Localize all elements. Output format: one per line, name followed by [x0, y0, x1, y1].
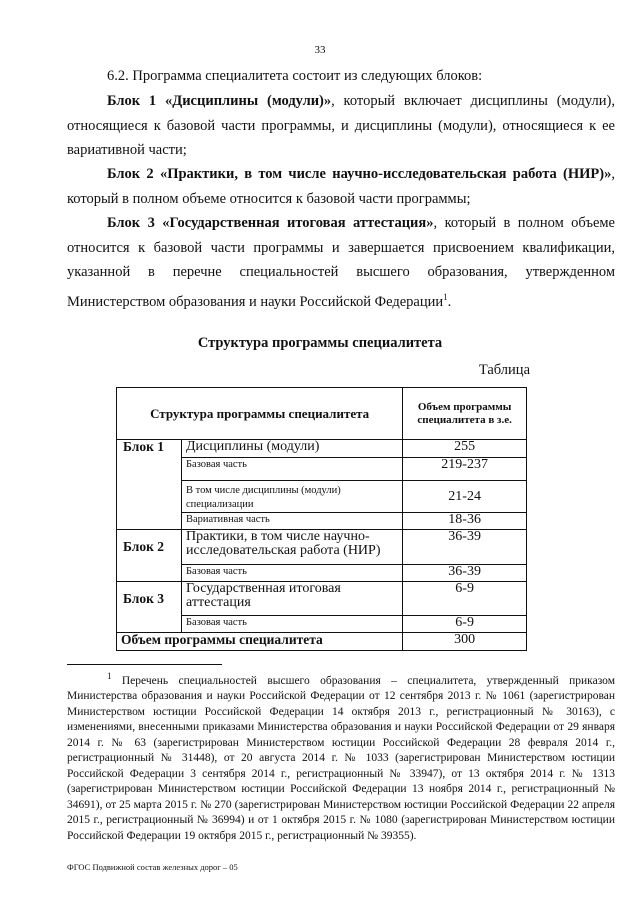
- block1-variable-value: 18-36: [403, 513, 527, 530]
- block3-name: Государственная итоговая аттестация: [182, 582, 403, 616]
- block2-base-value: 36-39: [403, 565, 527, 582]
- block1-name: Дисциплины (модули): [182, 440, 403, 458]
- page-number: 33: [314, 44, 326, 56]
- table-row: [117, 440, 527, 458]
- block1-specialization: В том числе дисциплины (модули) специализации: [182, 481, 403, 513]
- block2-title: Блок 2 «Практики, в том числе научно-исследовательская работа (НИР)»: [107, 166, 612, 182]
- block3-base-value: 6-9: [403, 616, 527, 633]
- footnote-text: Перечень специальностей высшего образования – специалитета, утвержденный приказом Министерства образования и науки Российской Федерации от 12 сентября 2013 г. № 1061 (зарегистрирован Министерством юстиции Российской Федерации 14 октября 2013 г., регистрационный № 30163), с изменениями, внесенными приказами Министерства образования и науки Российской Федерации от 29 января 2014 г. № 63 (зарегистрирован Министерством юстиции Российской Федерации 28 февраля 2014 г., регистрационный № 31448), от 20 августа 2014 г. № 1033 (зарегистрирован Министерством юстиции Российской Федерации 3 сентября 2014 г., регистрационный № 33947), от 13 октября 2014 г. № 1313 (зарегистрирован Министерством юстиции Российской Федерации 13 ноября 2014 г., регистрационный № 34691), от 25 марта 2015 г. № 270 (зарегистрирован Министерством юстиции Российской Федерации 22 апреля 2015 г., регистрационный № 36994) и от 1 октября 2015 г. № 1080 (зарегистрирован Министерством юстиции Российской Федерации 19 октября 2015 г., регистрационный № 39355).: [67, 674, 615, 842]
- header-volume: Объем программы специалитета в з.е.: [403, 388, 527, 440]
- page-footer: ФГОС Подвижной состав железных дорог – 05: [67, 862, 238, 872]
- block2-label: Блок 2: [117, 530, 182, 565]
- table-row: [117, 530, 527, 565]
- block1-title: Блок 1 «Дисциплины (модули)»: [107, 93, 332, 109]
- block1-text: , который включает дисциплины (модули), относящиеся к базовой части программы, и дисциплины (модули), относящиеся к ее вариативной части;: [67, 93, 615, 158]
- block1-base-value: 219-237: [403, 458, 527, 481]
- table-row: [117, 565, 527, 582]
- table-row: [117, 513, 527, 530]
- block2-paragraph: [67, 162, 615, 211]
- table-row: [117, 458, 527, 481]
- block2-total: 36-39: [403, 530, 527, 565]
- table-label: Таблица: [478, 362, 530, 378]
- block1-base: Базовая часть: [182, 458, 403, 481]
- table-header-row: [117, 388, 527, 440]
- block3-base: Базовая часть: [182, 616, 403, 633]
- block1-label: Блок 1: [117, 440, 182, 458]
- header-structure: Структура программы специалитета: [117, 388, 403, 440]
- block3-total: 6-9: [403, 582, 527, 616]
- table-row: [117, 481, 527, 513]
- table-heading: Структура программы специалитета: [197, 335, 443, 351]
- table-row: [117, 582, 527, 616]
- block1-variable: Вариативная часть: [182, 513, 403, 530]
- block2-name: Практики, в том числе научно-исследовательская работа (НИР): [182, 530, 403, 565]
- footnote: [67, 669, 615, 844]
- block1-total: 255: [403, 440, 527, 458]
- table-total-row: [117, 633, 527, 651]
- block1-specialization-value: 21-24: [403, 481, 527, 513]
- block3-paragraph: [67, 211, 615, 314]
- block3-text: , который в полном объеме относится к базовой части программы и завершается присвоением квалификации, указанной в перечне специальностей высшего образования, утвержденном Министерством образования и науки Российской Федерации: [67, 215, 615, 310]
- block1-paragraph: [67, 89, 615, 163]
- block3-label: Блок 3: [117, 582, 182, 616]
- intro-paragraph: [67, 64, 615, 89]
- total-label: Объем программы специалитета: [117, 633, 403, 651]
- footnote-divider: [67, 664, 222, 665]
- program-structure-table: [116, 387, 527, 651]
- block2-text: , который в полном объеме относится к базовой части программы;: [67, 166, 615, 207]
- block2-base: Базовая часть: [182, 565, 403, 582]
- block3-end: .: [447, 293, 452, 310]
- table-row: [117, 616, 527, 633]
- footnote-mark: 1: [107, 671, 112, 681]
- footnote-reference: 1: [443, 291, 448, 302]
- total-value: 300: [403, 633, 527, 651]
- block3-title: Блок 3 «Государственная итоговая аттестация»: [107, 215, 434, 231]
- intro-text: 6.2. Программа специалитета состоит из следующих блоков:: [107, 68, 483, 84]
